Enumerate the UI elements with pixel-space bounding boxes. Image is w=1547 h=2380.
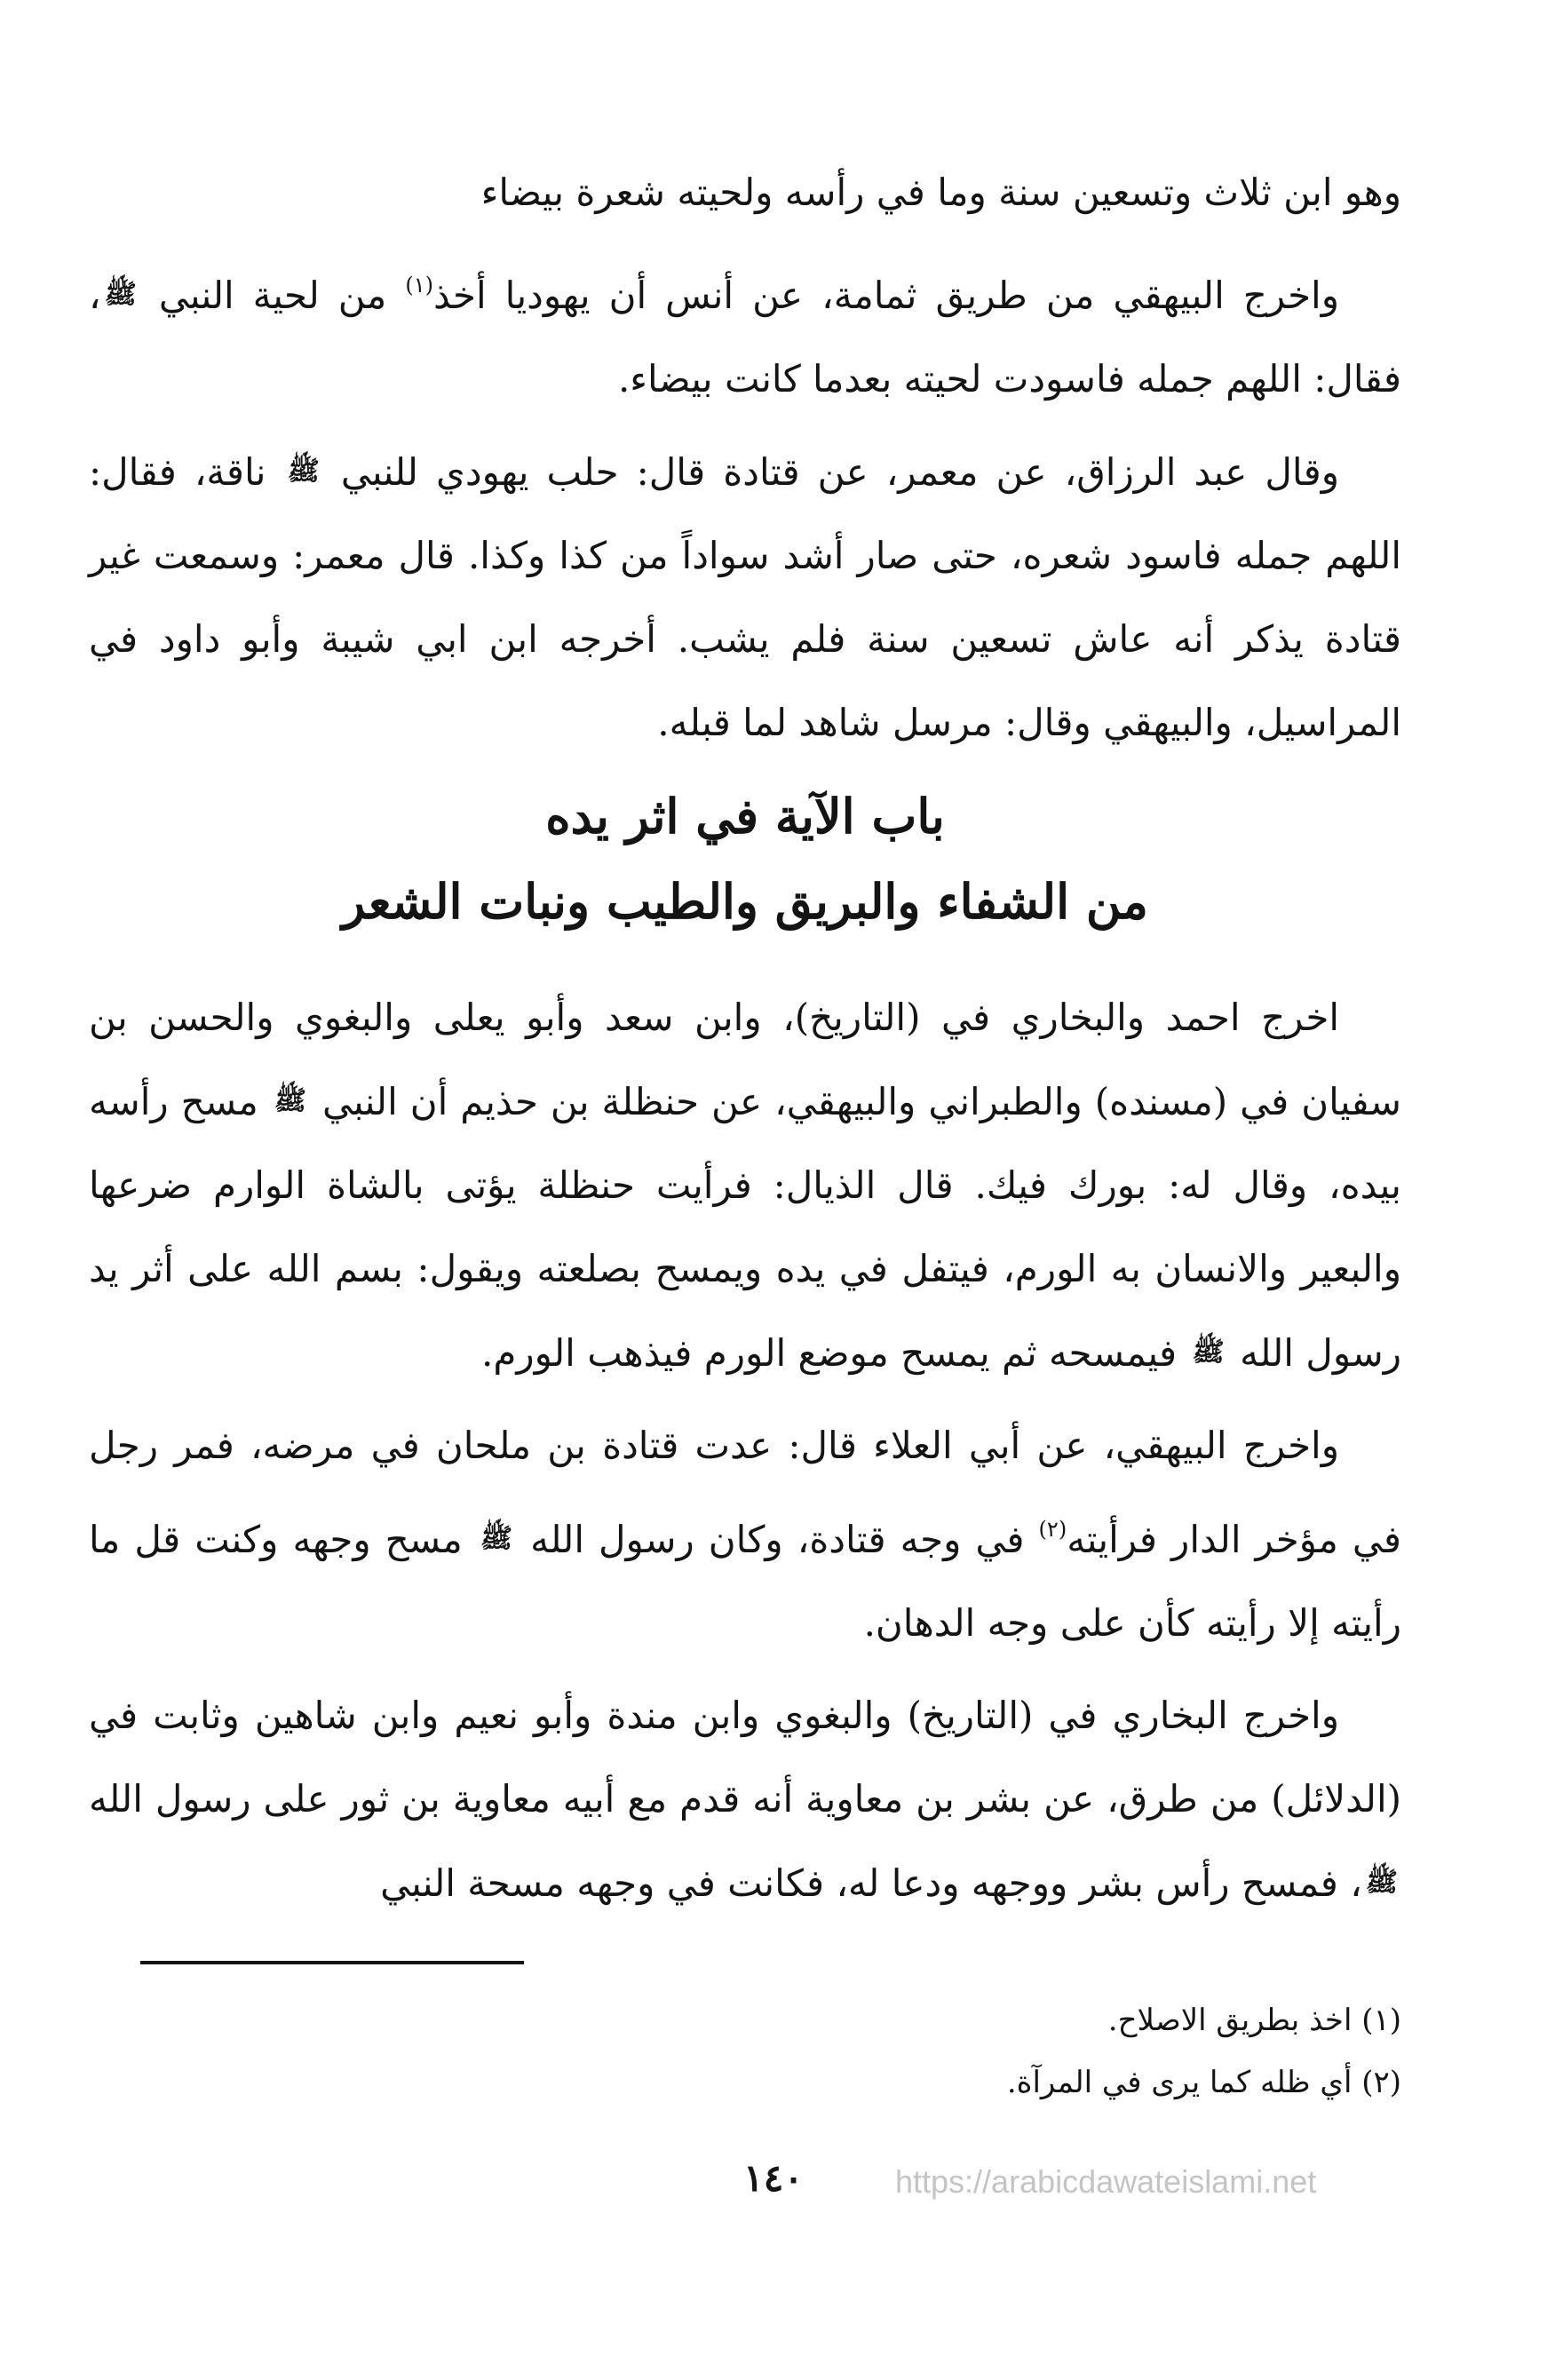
chapter-paragraph xyxy=(89,1404,1401,1665)
paragraph-text: ، فمسح رأس بشر ووجهه ودعا له، فكانت في وجهه مسحة النبي xyxy=(380,1861,1362,1905)
chapter-paragraph xyxy=(89,976,1401,1395)
footnote-marker: (٢) xyxy=(1038,1517,1067,1542)
footnote-divider xyxy=(140,1961,524,1964)
opening-paragraph xyxy=(89,430,1401,765)
page-body xyxy=(89,151,1401,1934)
sallallahu-glyph: ﷺ xyxy=(274,1085,306,1116)
paragraph-text: وقال عبد الرزاق، عن معمر، عن قتادة قال: حلب يهودي للنبي xyxy=(322,450,1340,494)
paragraph-text: مسح رأسه بيده، وقال له: بورك فيك. قال الذيال: فرأيت حنظلة يؤتى بالشاة الوارم ضرعها والبعير والانسان به الورم، فيتفل في يده ويمسح بصلعته ويقول: بسم الله على أثر يد رسول الله xyxy=(89,1080,1401,1375)
paragraph-text: واخرج البيهقي، عن أبي العلاء قال: عدت قتادة بن ملحان في مرضه، فمر رجل في مؤخر الدار فرأيته xyxy=(89,1424,1402,1561)
opening-paragraph xyxy=(89,151,1401,234)
chapter-paragraph xyxy=(89,1674,1401,1925)
paragraph-text: اخرج احمد والبخاري في (التاريخ)، وابن سعد وأبو يعلى والبغوي والحسن بن سفيان في (مسنده) والطبراني والبيهقي، عن حنظلة بن حذيم أن النبي xyxy=(89,996,1401,1123)
chapter-heading xyxy=(89,774,1401,944)
footnote-2: (٢) أي ظله كما يرى في المرآة. xyxy=(1006,2065,1401,2100)
page-number: ١٤٠ xyxy=(743,2156,804,2200)
footnotes xyxy=(158,1989,1401,2114)
paragraph-text: مسح وجهه وكنت قل ما رأيته إلا رأيته كأن على وجه الدهان. xyxy=(89,1518,1401,1645)
opening-paragraph xyxy=(89,243,1401,421)
chapter-paragraphs xyxy=(89,976,1401,1925)
heading-line-1: باب الآية في اثر يده xyxy=(545,788,945,845)
paragraph-text: واخرج البخاري في (التاريخ) والبغوي وابن مندة وأبو نعيم وابن شاهين وثابت في (الدلائل) من طرق، عن بشر بن معاوية أنه قدم مع أبيه معاوية بن ثور على رسول الله xyxy=(89,1694,1401,1821)
footnote-marker: (١) xyxy=(405,273,433,298)
heading-line-2: من الشفاء والبريق والطيب ونبات الشعر xyxy=(342,873,1148,930)
sallallahu-glyph: ﷺ xyxy=(104,279,137,310)
paragraph-text: ناقة، فقال: اللهم جمله فاسود شعره، حتى صار أشد سواداً من كذا وكذا. قال معمر: وسمعت غير قتادة يذكر أنه عاش تسعين سنة فلم يشب. أخرجه ابن ابي شيبة وأبو داود في المراسيل، والبيهقي وقال: مرسل شاهد لما قبله. xyxy=(89,450,1401,744)
paragraph-text: وهو ابن ثلاث وتسعين سنة وما في رأسه ولحيته شعرة بيضاء xyxy=(480,171,1401,214)
opening-paragraphs xyxy=(89,151,1401,765)
sallallahu-glyph: ﷺ xyxy=(287,456,320,487)
sallallahu-glyph: ﷺ xyxy=(480,1523,513,1554)
paragraph-text: من لحية النبي xyxy=(139,274,406,317)
paragraph-text: فيمسحه ثم يمسح موضع الورم فيذهب الورم. xyxy=(481,1331,1189,1375)
paragraph-text: واخرج البيهقي من طريق ثمامة، عن أنس أن يهوديا أخذ xyxy=(432,274,1340,317)
paragraph-text: في وجه قتادة، وكان رسول الله xyxy=(516,1518,1039,1561)
sallallahu-glyph: ﷺ xyxy=(1365,1867,1398,1898)
footnote-1: (١) اخذ بطريق الاصلاح. xyxy=(1107,2003,1401,2038)
watermark-url: https://arabicdawateislami.net xyxy=(895,2163,1317,2200)
paragraph-text: ، فقال: اللهم جمله فاسودت لحيته بعدما كانت بيضاء. xyxy=(89,274,1401,401)
sallallahu-glyph: ﷺ xyxy=(1192,1337,1225,1368)
